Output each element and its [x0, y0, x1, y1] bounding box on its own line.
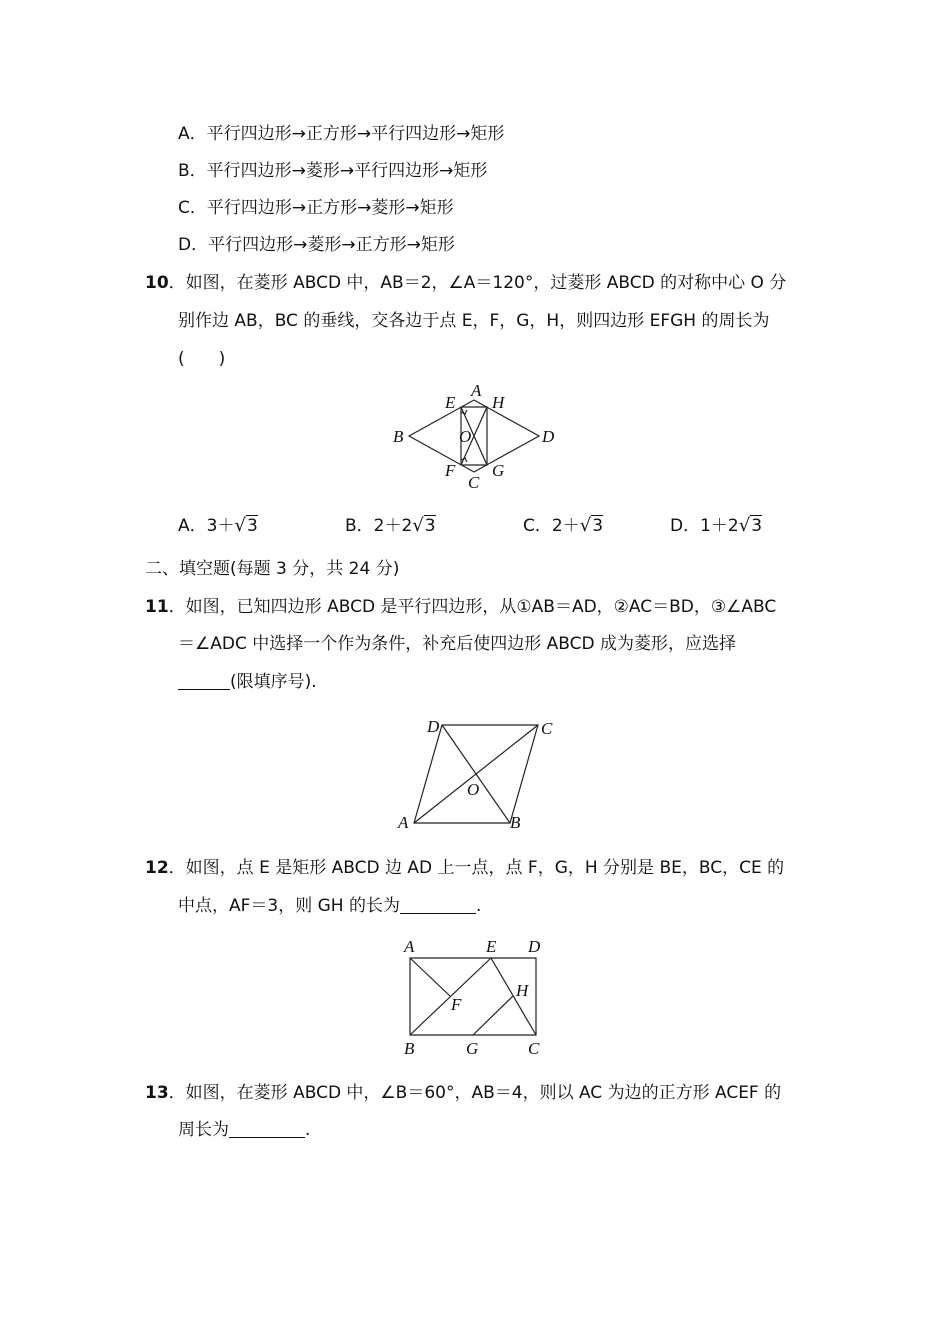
q10-stem-line-1: 10．如图，在菱形 ABCD 中，AB＝2，∠A＝120°，过菱形 ABCD 的对称中心 O 分 — [145, 273, 787, 293]
q12-stem-2b: . — [476, 896, 482, 916]
q10-label-f: F — [445, 461, 456, 480]
q9-option-d — [178, 233, 455, 257]
q12-segment-af — [410, 958, 450, 996]
q10-option-d-radicand: 3 — [751, 516, 763, 536]
q10-option-c-radicand: 3 — [592, 516, 604, 536]
q12-stem-line-1: 12．如图，点 E 是矩形 ABCD 边 AD 上一点，点 F，G，H 分别是 BE，BC，CE 的 — [145, 858, 785, 878]
q12-answer-blank[interactable] — [400, 895, 476, 914]
q12-number: 12 — [145, 858, 169, 878]
q10-option-a-radicand: 3 — [246, 516, 258, 536]
q11-answer-blank[interactable] — [178, 671, 230, 690]
q11-label-c: C — [541, 719, 553, 738]
q13-stem-line-2 — [178, 1118, 310, 1142]
q10-option-c: C．2＋√3 — [523, 515, 604, 536]
q10-option-d-letter: D． — [670, 516, 701, 536]
q12-label-c: C — [528, 1039, 540, 1058]
q10-label-o: O — [459, 427, 472, 446]
q9-option-d-letter: D． — [178, 235, 209, 255]
q13-stem-2a: 周长为 — [178, 1120, 229, 1140]
q11-parallelogram-figure — [392, 712, 567, 837]
q10-option-b-radicand: 3 — [424, 516, 436, 536]
q12-label-a: A — [404, 937, 415, 956]
q9-option-b-letter: B． — [178, 161, 207, 181]
q9-option-a-text: 平行四边形→正方形→平行四边形→矩形 — [206, 124, 505, 144]
q10-right-angle-mark-f — [461, 458, 467, 462]
q11-label-o: O — [467, 780, 480, 799]
q10-option-c-letter: C． — [523, 516, 552, 536]
q11-label-b: B — [510, 813, 521, 832]
q10-option-a-letter: A． — [178, 516, 207, 536]
q10-stem-line-2 — [178, 309, 770, 333]
q11-stem-line-2: ＝∠ADC 中选择一个作为条件，补充后使四边形 ABCD 成为菱形，应选择 — [178, 634, 736, 654]
q10-option-b: B．2＋2√3 — [345, 515, 436, 536]
q10-option-d: D．1＋2√3 — [670, 515, 763, 536]
q9-option-c-text: 平行四边形→正方形→菱形→矩形 — [206, 198, 454, 218]
q10-label-h: H — [492, 393, 505, 412]
q12-segment-ec — [491, 958, 536, 1035]
q11-label-d: D — [427, 717, 440, 736]
q11-stem-1: 如图，已知四边形 ABCD 是平行四边形，从①AB＝AD，②AC＝BD，③∠ABC — [185, 597, 777, 617]
q12-stem-2a: 中点，AF＝3，则 GH 的长为 — [178, 896, 400, 916]
q10-option-b-value: 2＋2 — [373, 516, 413, 536]
q10-rhombus-figure — [388, 378, 568, 493]
q10-label-b: B — [393, 427, 404, 446]
q10-option-a: A．3＋√3 — [178, 515, 258, 536]
q11-stem-line-1: 11．如图，已知四边形 ABCD 是平行四边形，从①AB＝AD，②AC＝BD，③∠ABC — [145, 597, 777, 617]
q10-option-b-letter: B． — [345, 516, 374, 536]
q11-stem-3: (限填序号). — [230, 672, 317, 692]
q12-rectangle-figure — [395, 932, 555, 1062]
q13-answer-blank[interactable] — [229, 1119, 305, 1138]
q10-number: 10 — [145, 273, 169, 293]
q12-label-d: D — [528, 937, 541, 956]
q9-option-b — [178, 159, 487, 183]
q12-label-b: B — [404, 1039, 415, 1058]
q9-option-d-text: 平行四边形→菱形→正方形→矩形 — [208, 235, 455, 255]
q12-stem-line-2 — [178, 894, 481, 918]
q10-option-d-value: 1＋2 — [700, 516, 739, 536]
q13-stem-2b: . — [305, 1120, 311, 1140]
q10-stem-2: 别作边 AB，BC 的垂线，交各边于点 E，F，G，H，则四边形 EFGH 的周长为 — [178, 311, 770, 331]
q10-answer-paren: ( ) — [178, 349, 226, 369]
q13-number: 13 — [145, 1083, 169, 1103]
q12-label-g: G — [466, 1039, 479, 1058]
q10-option-c-value: 2＋ — [551, 516, 580, 536]
q10-label-c: C — [468, 473, 480, 492]
q9-option-a-letter: A． — [178, 124, 207, 144]
q12-segment-gh — [473, 996, 513, 1035]
q11-stem-line-3 — [178, 670, 317, 694]
q10-label-e: E — [445, 393, 456, 412]
q13-stem-line-1: 13．如图，在菱形 ABCD 中，∠B＝60°，AB＝4，则以 AC 为边的正方形 ACEF 的 — [145, 1083, 782, 1103]
q10-label-d: D — [542, 427, 555, 446]
q10-label-g: G — [492, 461, 505, 480]
q12-stem-1: 如图，点 E 是矩形 ABCD 边 AD 上一点，点 F，G，H 分别是 BE，BC，CE 的 — [185, 858, 785, 878]
q11-label-a: A — [398, 813, 409, 832]
q9-option-a — [178, 122, 504, 146]
section-2-title: 二、填空题(每题 3 分，共 24 分) — [145, 559, 400, 579]
q11-number: 11 — [145, 597, 169, 617]
q12-label-h: H — [516, 981, 529, 1000]
q9-option-c-letter: C． — [178, 198, 207, 218]
q10-stem-1: 如图，在菱形 ABCD 中，AB＝2，∠A＝120°，过菱形 ABCD 的对称中心 O 分 — [185, 273, 787, 293]
q12-label-f: F — [451, 995, 462, 1014]
q9-option-c — [178, 196, 454, 220]
q11-diagonal-bd — [442, 725, 510, 823]
q10-label-a: A — [471, 381, 482, 400]
q13-stem-1: 如图，在菱形 ABCD 中，∠B＝60°，AB＝4，则以 AC 为边的正方形 ACEF 的 — [185, 1083, 782, 1103]
q9-option-b-text: 平行四边形→菱形→平行四边形→矩形 — [206, 161, 488, 181]
q10-right-angle-mark-e — [461, 410, 467, 414]
q12-label-e: E — [486, 937, 497, 956]
q10-option-a-value: 3＋ — [206, 516, 235, 536]
